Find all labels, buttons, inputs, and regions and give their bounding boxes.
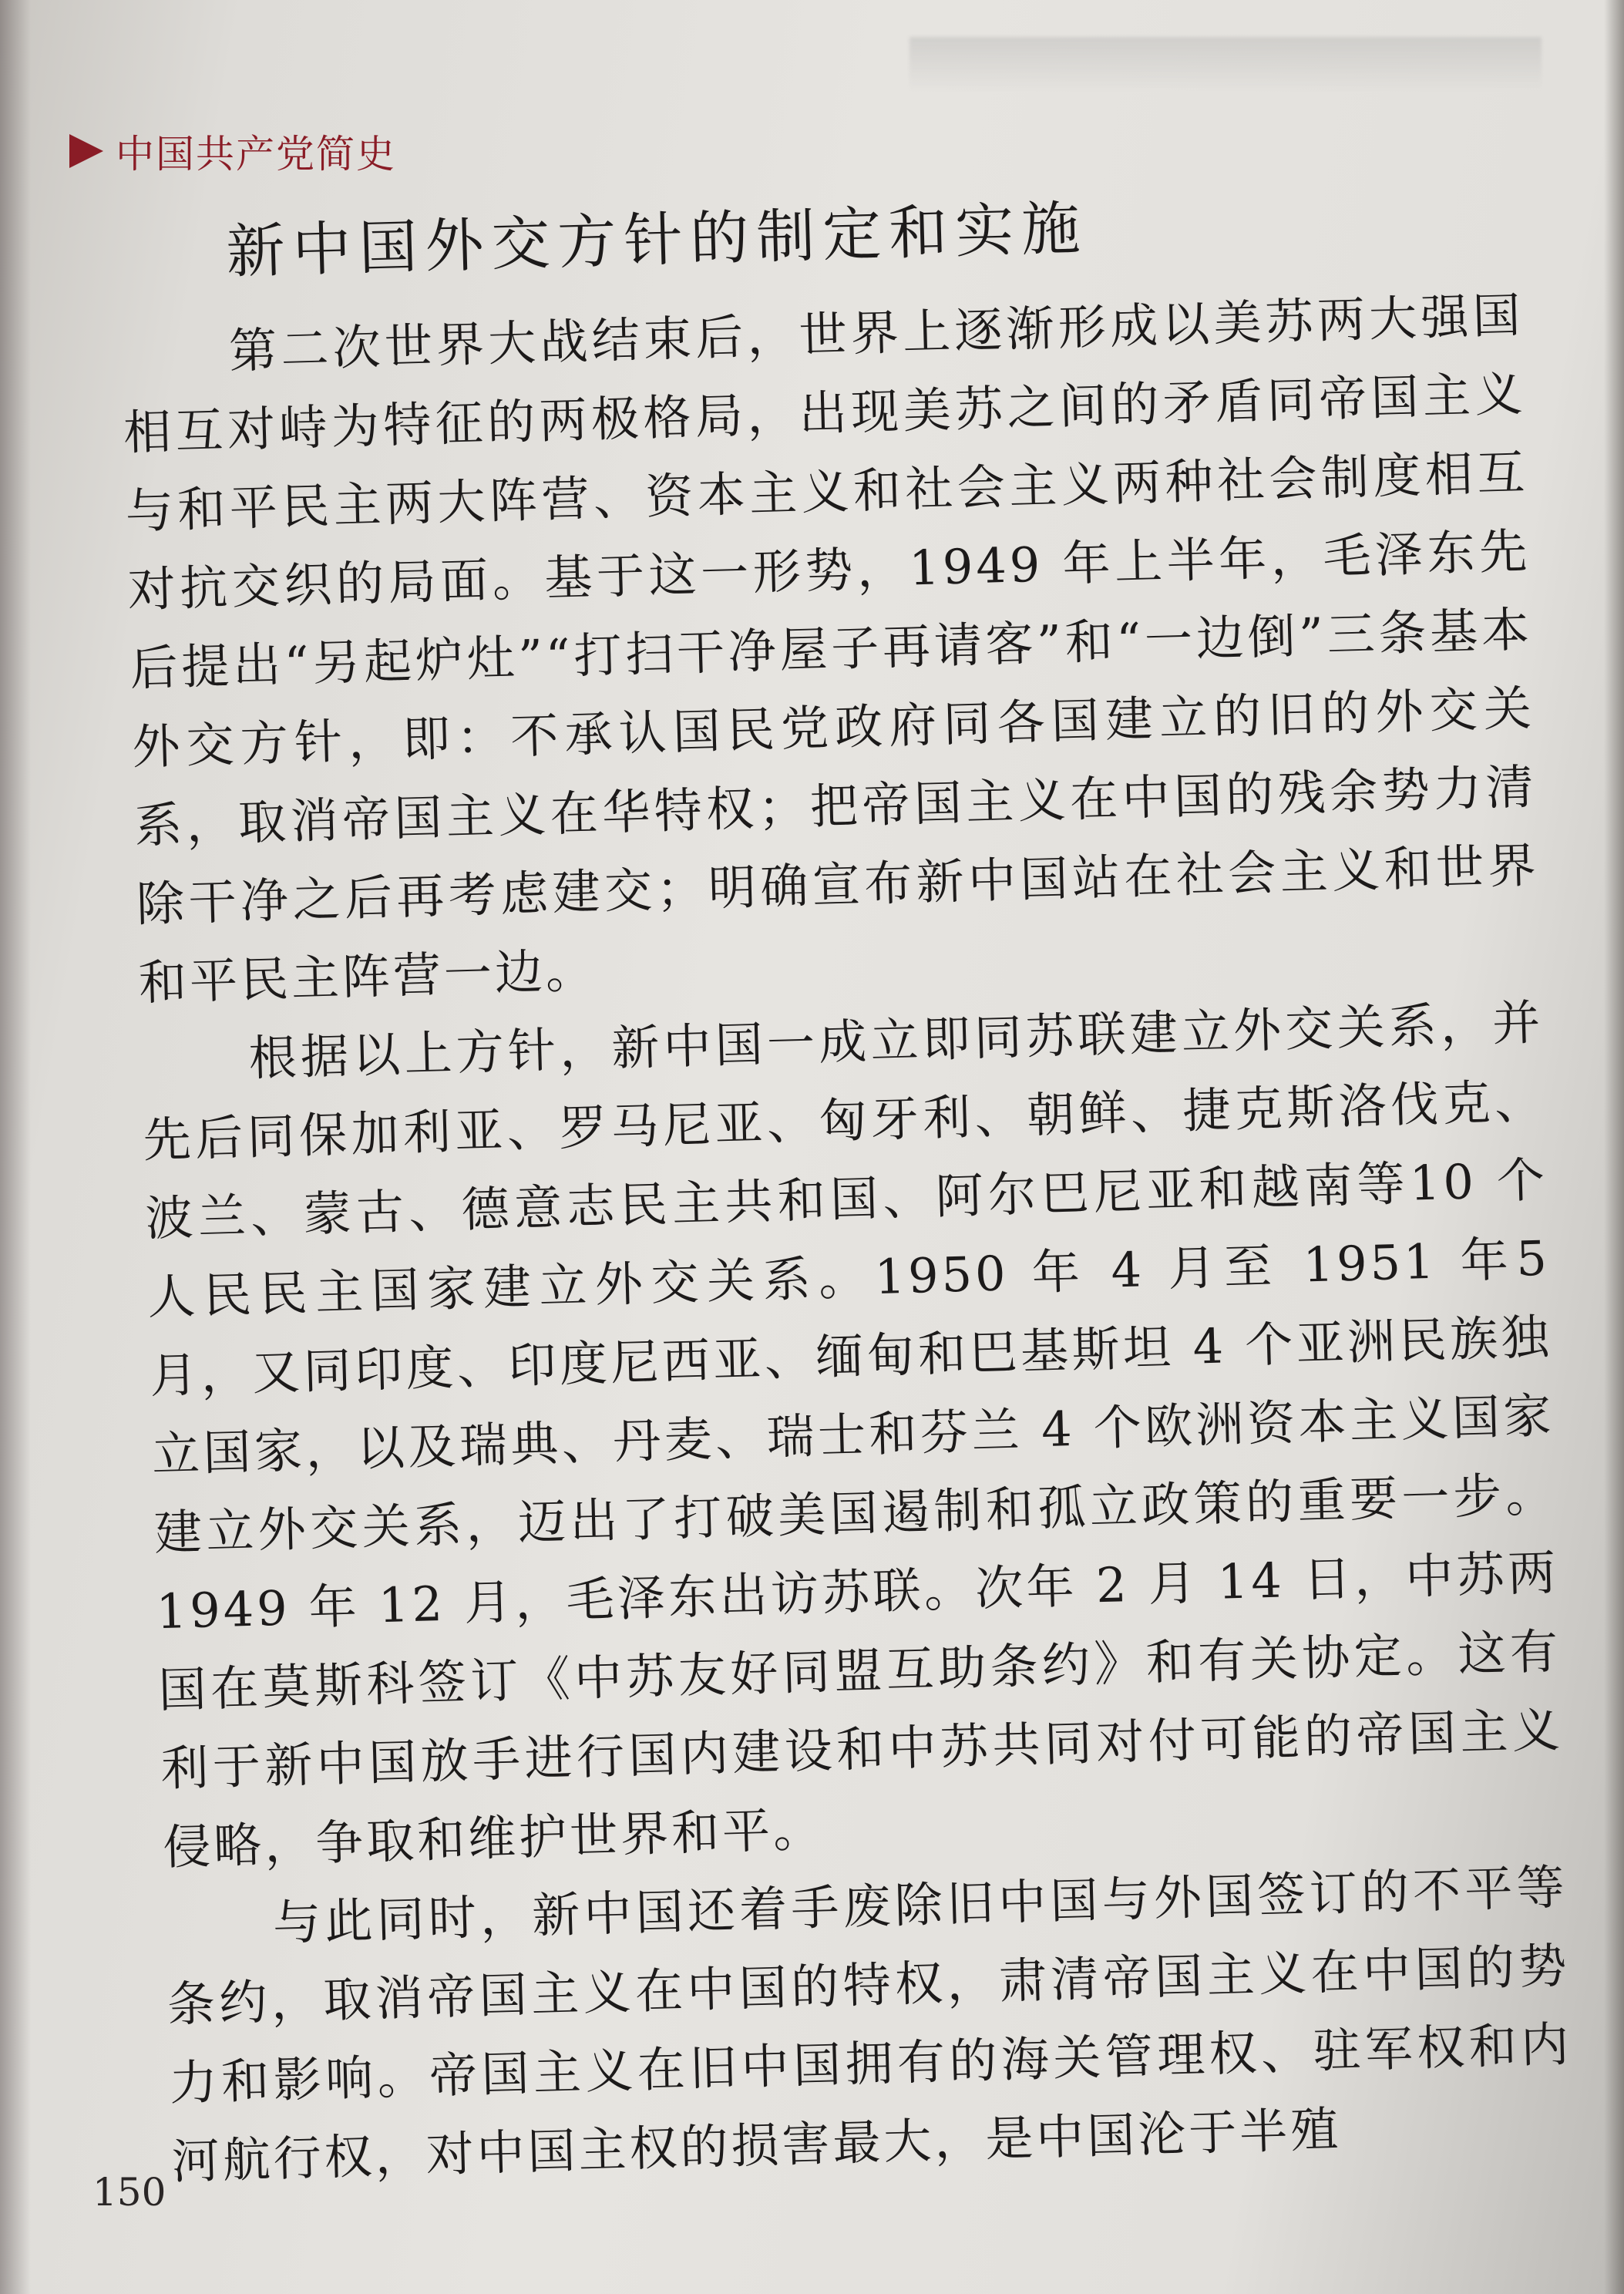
body-text (120, 276, 1575, 2202)
book-title: 中国共产党简史 (116, 132, 396, 177)
paragraph-3: 与此同时，新中国还着手废除旧中国与外国签订的不平等条约，取消帝国主义在中国的特权，肃清帝国主义在中国的势力和影响。帝国主义在旧中国拥有的海关管理权、驻军权和内河航行权，对中国主权的损害最大，是中国沦于半殖 (166, 1858, 1573, 2190)
paragraph-1: 第二次世界大战结束后，世界上逐渐形成以美苏两大强国相互对峙为特征的两极格局，出现美苏之间的矛盾同帝国主义与和平民主两大阵营、资本主义和社会主义两种社会制度相互对抗交织的局面。基于这一形势，1949 年上半年，毛泽东先后提出“另起炉灶”“打扫干净屋子再请客”和“一边倒”三条基本外交方针，即：不承认国民党政府同各国建立的旧的外交关系，取消帝国主义在华特权；把帝国主义在中国的残余势力清除干净之后再考虑建交；明确宣布新中国站在社会主义和世界和平民主阵营一边。 (123, 287, 1540, 1011)
page-content (116, 115, 1575, 2202)
paragraph-2: 根据以上方针，新中国一成立即同苏联建立外交关系，并先后同保加利亚、罗马尼亚、匈牙利、朝鲜、捷克斯洛伐克、波兰、蒙古、德意志民主共和国、阿尔巴尼亚和越南等10 个人民民主国家建立外交关系。1950 年 4 月至 1951 年5 月，又同印度、印度尼西亚、缅甸和巴基斯坦 4 个亚洲民族独立国家，以及瑞典、丹麦、瑞士和芬兰 4 个欧洲资本主义国家建立外交关系，迈出了打破美国遏制和孤立政策的重要一步。1949 年 12 月，毛泽东出访苏联。次年 2 月 14 日，中苏两国在莫斯科签订《中苏友好同盟互助条约》和有关协定。这有利于新中国放手进行国内建设和中苏共同对付可能的帝国主义侵略，争取和维护世界和平。 (142, 994, 1564, 1876)
triangle-marker-icon (69, 134, 103, 168)
book-gutter-shadow (0, 0, 31, 2294)
section-title: 新中国外交方针的制定和实施 (225, 193, 1089, 287)
page-number: 150 (92, 2170, 166, 2215)
bleed-through-text (910, 37, 1542, 91)
page-edge (1604, 0, 1624, 2294)
